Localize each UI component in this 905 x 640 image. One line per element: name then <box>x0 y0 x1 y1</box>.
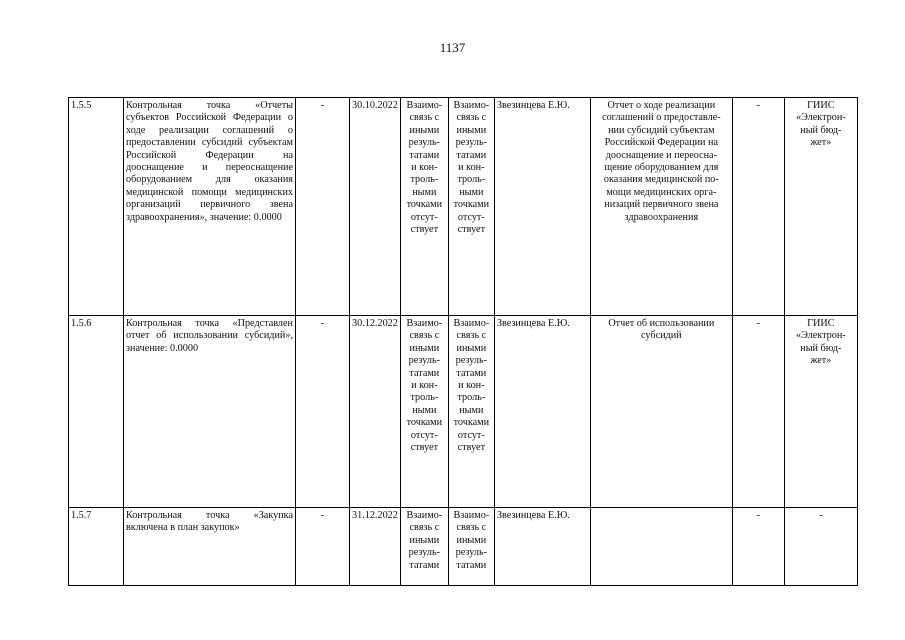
control-point-description: Контрольная точка «Закупка включена в план закупок» <box>124 508 296 586</box>
start-date: - <box>296 98 350 316</box>
row-number: 1.5.5 <box>69 98 124 316</box>
level: - <box>732 98 784 316</box>
end-date: 30.10.2022 <box>350 98 401 316</box>
result-document: Отчет об использовании субсидий <box>590 316 732 508</box>
control-point-description: Контрольная точка «Представлен отчет об использовании субсидий», значение: 0.0000 <box>124 316 296 508</box>
level: - <box>732 508 784 586</box>
information-system: ГИИС «Электрон- ный бюд- жет» <box>784 98 857 316</box>
end-date: 30.12.2022 <box>350 316 401 508</box>
level: - <box>732 316 784 508</box>
successors: Взаимо- связь с иными резуль- татами и кон- троль- ными точками отсут- ствует <box>448 98 494 316</box>
start-date: - <box>296 316 350 508</box>
predecessors: Взаимо- связь с иными резуль- татами <box>400 508 448 586</box>
responsible-person: Звезинцева Е.Ю. <box>494 508 590 586</box>
control-point-description: Контрольная точка «Отчеты субъектов Российской Федерации о ходе реализации соглашений о предоставлении субсидий субъектам Российской Федерации на дооснащение и переоснащение оборудованием для оказания медицинской помощи медицинских организаций первичного звена здравоохранения», значение: 0.0000 <box>124 98 296 316</box>
end-date: 31.12.2022 <box>350 508 401 586</box>
responsible-person: Звезинцева Е.Ю. <box>494 316 590 508</box>
result-document: Отчет о ходе реализации соглашений о предоставле- нии субсидий субъектам Российской Федерации на дооснащение и переосна- щение оборудованием для оказания медицинской по- мощи медицинских орга- низаций первичного звена здравоохранения <box>590 98 732 316</box>
successors: Взаимо- связь с иными резуль- татами и кон- троль- ными точками отсут- ствует <box>448 316 494 508</box>
row-number: 1.5.7 <box>69 508 124 586</box>
start-date: - <box>296 508 350 586</box>
successors: Взаимо- связь с иными резуль- татами <box>448 508 494 586</box>
responsible-person: Звезинцева Е.Ю. <box>494 98 590 316</box>
control-points-table <box>68 97 858 586</box>
table-row <box>69 508 858 586</box>
predecessors: Взаимо- связь с иными резуль- татами и кон- троль- ными точками отсут- ствует <box>400 316 448 508</box>
result-document <box>590 508 732 586</box>
predecessors: Взаимо- связь с иными резуль- татами и кон- троль- ными точками отсут- ствует <box>400 98 448 316</box>
page-number: 1137 <box>439 40 466 55</box>
table-row <box>69 98 858 316</box>
table-row <box>69 316 858 508</box>
information-system: - <box>784 508 857 586</box>
row-number: 1.5.6 <box>69 316 124 508</box>
information-system: ГИИС «Электрон- ный бюд- жет» <box>784 316 857 508</box>
